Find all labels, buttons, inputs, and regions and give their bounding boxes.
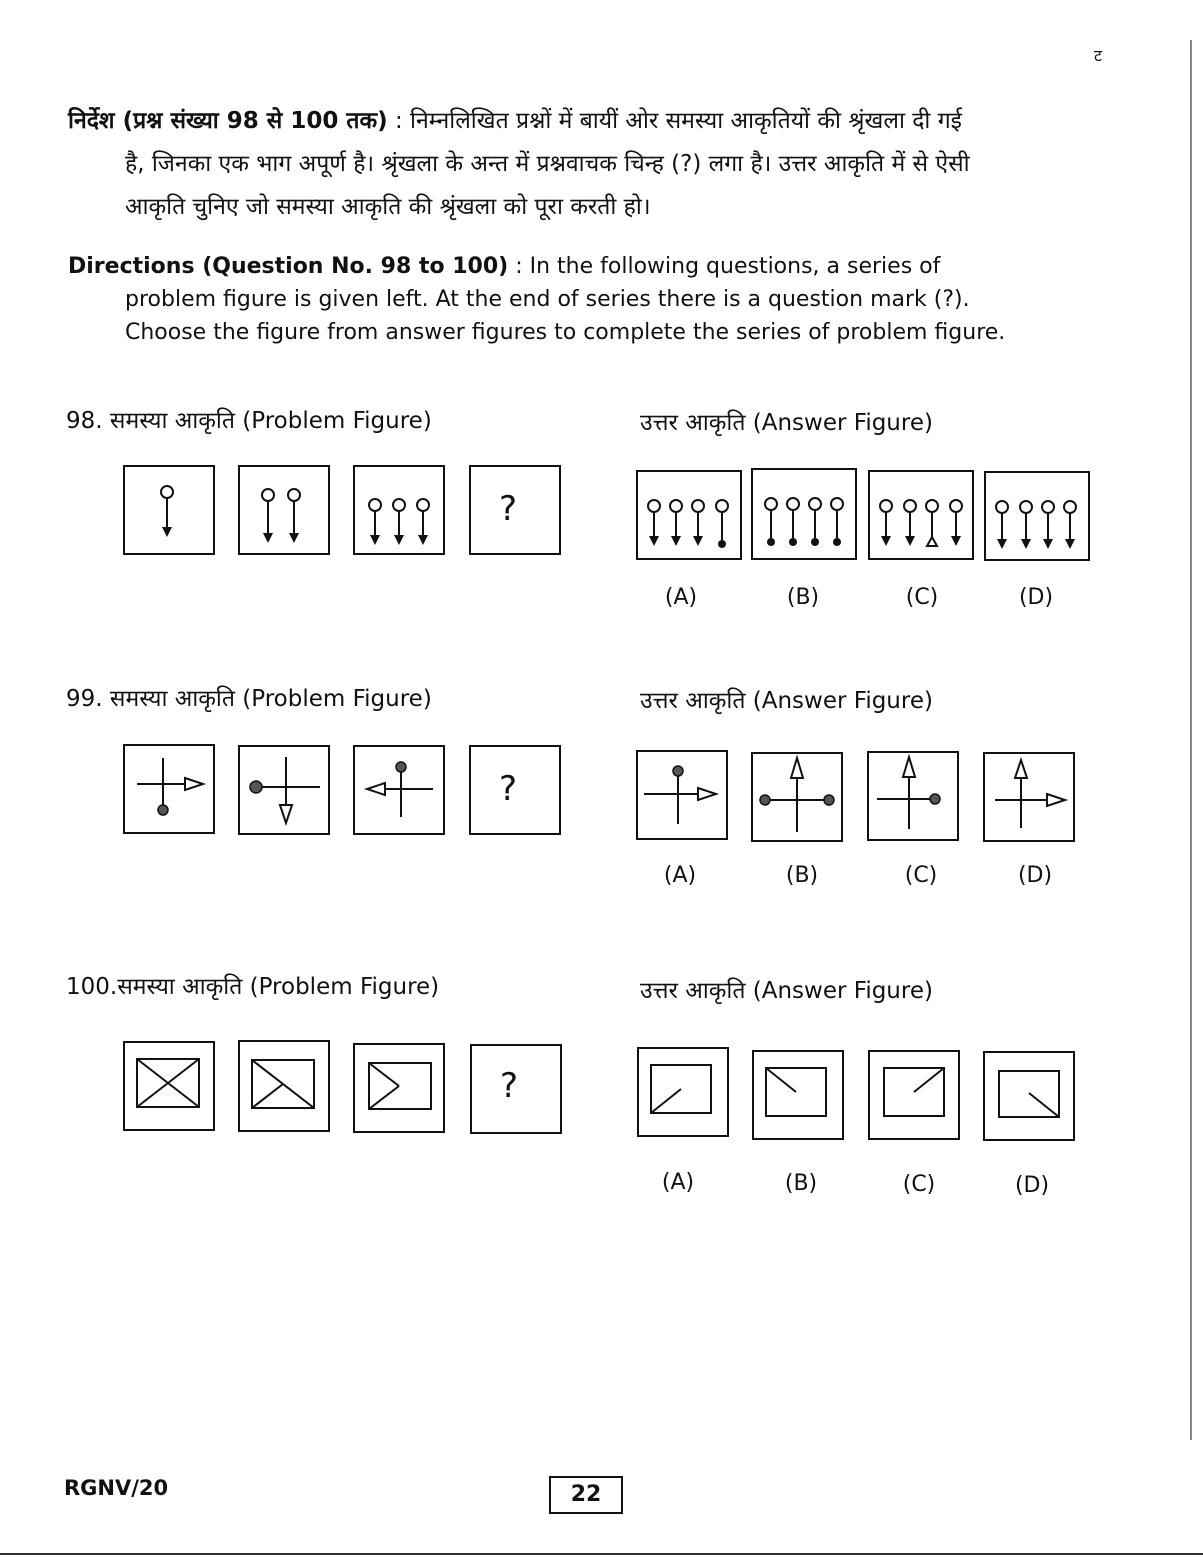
hindi-directions-lead: निर्देश (प्रश्न संख्या 98 से 100 तक) bbox=[68, 108, 388, 134]
q98-problem-figure-1 bbox=[123, 465, 215, 555]
hindi-directions-line3: आकृति चुनिए जो समस्या आकृति की श्रृंखला को पूरा करती हो। bbox=[125, 194, 651, 220]
q99-problem-figure-3 bbox=[353, 745, 445, 835]
q98-option-b[interactable]: (B) bbox=[786, 585, 820, 610]
q98-question-mark: ? bbox=[499, 489, 518, 529]
question-100-problem-label: समस्या आकृति (Problem Figure) bbox=[117, 974, 440, 1000]
q100-answer-figure-d[interactable] bbox=[983, 1051, 1075, 1141]
q100-option-b[interactable]: (B) bbox=[784, 1171, 818, 1196]
q98-answer-figure-b[interactable] bbox=[751, 468, 857, 560]
english-directions-lead: Directions (Question No. 98 to 100) bbox=[68, 254, 509, 279]
q99-option-d[interactable]: (D) bbox=[1017, 863, 1053, 888]
question-98-label bbox=[66, 403, 432, 435]
page-number: 22 bbox=[549, 1476, 623, 1514]
q98-answer-figure-d[interactable] bbox=[984, 471, 1090, 561]
q100-problem-figure-3 bbox=[353, 1043, 445, 1133]
question-99-number: 99. bbox=[66, 686, 103, 712]
q99-problem-figure-1 bbox=[123, 744, 215, 834]
booklet-code: RGNV/20 bbox=[64, 1476, 169, 1500]
q98-option-d[interactable]: (D) bbox=[1018, 585, 1054, 610]
hindi-directions-line1: : निम्नलिखित प्रश्नों में बायीं ओर समस्या आकृतियों की श्रृंखला दी गई bbox=[387, 108, 962, 134]
q100-option-a[interactable]: (A) bbox=[661, 1170, 695, 1195]
hindi-directions-line2: है, जिनका एक भाग अपूर्ण है। श्रृंखला के अन्त में प्रश्नवाचक चिन्ह (?) लगा है। उत्तर आकृति में से ऐसी bbox=[125, 151, 970, 177]
q99-question-mark: ? bbox=[499, 769, 518, 809]
q100-question-mark: ? bbox=[500, 1066, 519, 1106]
q100-problem-figure-4 bbox=[470, 1044, 562, 1134]
english-directions bbox=[68, 250, 1113, 349]
q100-option-d[interactable]: (D) bbox=[1014, 1173, 1050, 1198]
q100-problem-figure-2 bbox=[238, 1040, 330, 1132]
question-98-answer-label: उत्तर आकृति (Answer Figure) bbox=[640, 410, 933, 436]
question-100-label bbox=[66, 969, 439, 1001]
bottom-rule bbox=[0, 1553, 1203, 1555]
q98-problem-figure-3 bbox=[353, 465, 445, 555]
q98-option-a[interactable]: (A) bbox=[664, 585, 698, 610]
question-100-answer-label: उत्तर आकृति (Answer Figure) bbox=[640, 978, 933, 1004]
q99-answer-figure-b[interactable] bbox=[751, 752, 843, 842]
question-99-answer-label: उत्तर आकृति (Answer Figure) bbox=[640, 688, 933, 714]
q100-answer-figure-c[interactable] bbox=[868, 1050, 960, 1140]
question-98-problem-label: समस्या आकृति (Problem Figure) bbox=[109, 408, 432, 434]
q98-option-c[interactable]: (C) bbox=[905, 585, 939, 610]
english-directions-line1: : In the following questions, a series of bbox=[508, 254, 941, 279]
english-directions-line2: problem figure is given left. At the end of series there is a question mark (?). bbox=[125, 287, 970, 312]
question-99-label bbox=[66, 681, 432, 713]
q99-answer-figure-d[interactable] bbox=[983, 752, 1075, 842]
q99-problem-figure-4 bbox=[469, 745, 561, 835]
q98-answer-figure-a[interactable] bbox=[636, 470, 742, 560]
q99-answer-figure-a[interactable] bbox=[636, 750, 728, 840]
q98-problem-figure-4 bbox=[469, 465, 561, 555]
q100-option-c[interactable]: (C) bbox=[902, 1172, 936, 1197]
q100-answer-figure-b[interactable] bbox=[752, 1050, 844, 1140]
q98-problem-figure-2 bbox=[238, 465, 330, 555]
q100-problem-figure-1 bbox=[123, 1041, 215, 1131]
question-98-number: 98. bbox=[66, 408, 103, 434]
q99-option-b[interactable]: (B) bbox=[785, 863, 819, 888]
q99-option-c[interactable]: (C) bbox=[904, 863, 938, 888]
page-edge-line bbox=[1190, 40, 1192, 1440]
q99-option-a[interactable]: (A) bbox=[663, 863, 697, 888]
corner-mark: ट bbox=[1094, 46, 1103, 65]
question-99-problem-label: समस्या आकृति (Problem Figure) bbox=[109, 686, 432, 712]
q99-answer-figure-c[interactable] bbox=[867, 751, 959, 841]
q98-answer-figure-c[interactable] bbox=[868, 470, 974, 560]
hindi-directions bbox=[68, 100, 1113, 229]
english-directions-line3: Choose the figure from answer figures to complete the series of problem figure. bbox=[125, 320, 1006, 345]
question-100-number: 100. bbox=[66, 974, 118, 1000]
q100-answer-figure-a[interactable] bbox=[637, 1047, 729, 1137]
q99-problem-figure-2 bbox=[238, 745, 330, 835]
